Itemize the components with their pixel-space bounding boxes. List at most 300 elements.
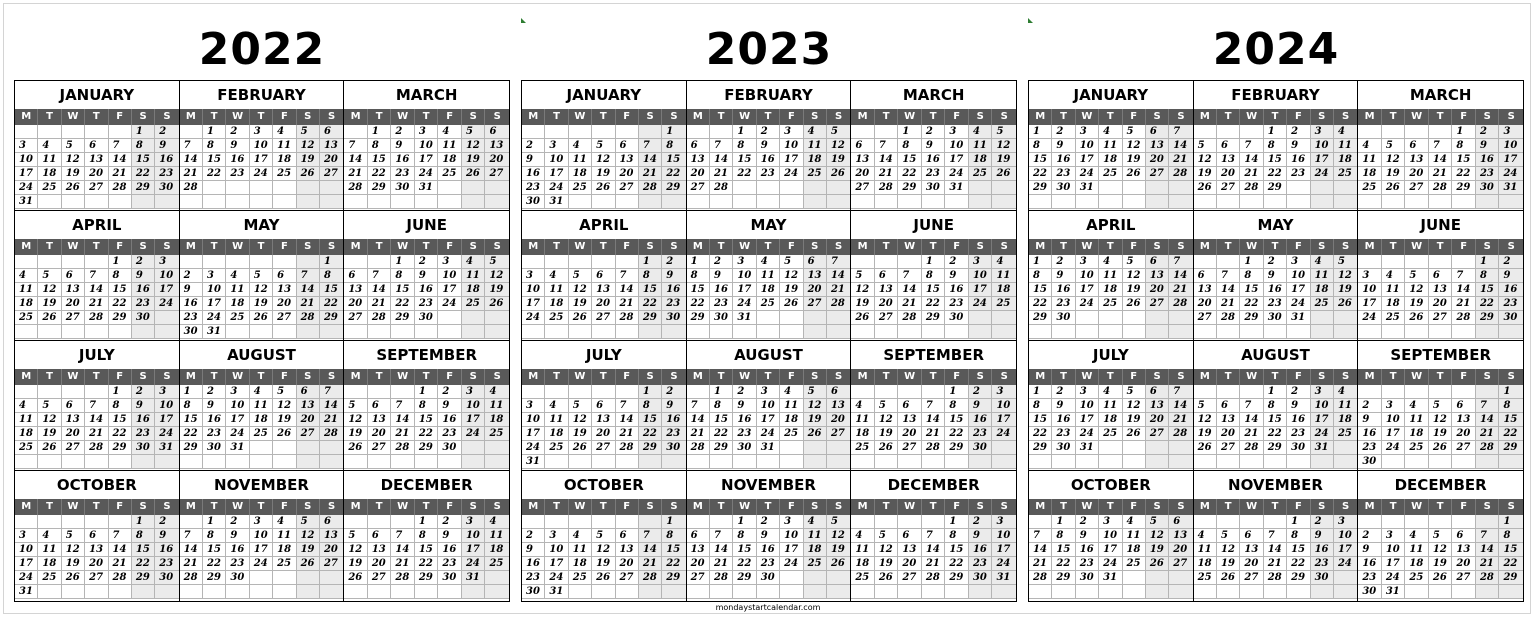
day-cell (1358, 385, 1382, 399)
day-cell (757, 181, 780, 195)
day-cell (875, 255, 899, 269)
day-cell: 7 (1476, 529, 1500, 543)
day-cell (1334, 311, 1357, 325)
day-cell: 15 (662, 153, 685, 167)
day-cell: 28 (1264, 571, 1287, 585)
day-cell: 30 (1476, 181, 1500, 195)
weekday-label: S (835, 371, 843, 382)
day-cell: 5 (1382, 139, 1406, 153)
day-cell (1264, 455, 1287, 469)
day-cell: 27 (62, 311, 85, 325)
day-cell (1099, 195, 1122, 209)
weekday-label: S (1507, 501, 1515, 512)
day-cell: 7 (710, 529, 733, 543)
day-cell: 24 (780, 557, 803, 571)
weekday-label: W (1076, 109, 1099, 125)
day-cell: 10 (992, 399, 1016, 413)
weekday-label: F (616, 499, 639, 515)
day-cell: 13 (368, 543, 392, 557)
day-cell (592, 515, 615, 529)
month-name: SEPTEMBER (1390, 346, 1491, 364)
day-cell (804, 571, 827, 585)
day-cell (1029, 325, 1052, 339)
day-cell: 13 (273, 283, 296, 297)
day-cell: 31 (733, 311, 756, 325)
day-cell: 29 (639, 441, 662, 455)
weekday-label: M (851, 499, 875, 515)
day-cell: 12 (1429, 543, 1453, 557)
day-cell: 14 (368, 283, 392, 297)
weekday-label: S (462, 499, 486, 515)
day-cell (62, 585, 85, 599)
day-cell (1194, 325, 1217, 339)
day-cell: 15 (368, 153, 392, 167)
weekday-label: T (922, 369, 946, 385)
weekday-label: S (1000, 111, 1008, 122)
day-cell: 11 (1405, 413, 1429, 427)
day-cell: 15 (1052, 543, 1075, 557)
day-cell: 13 (320, 529, 343, 543)
day-cell (297, 441, 320, 455)
day-cell: 14 (616, 283, 639, 297)
weekday-label: T (1217, 109, 1240, 125)
day-cell: 16 (733, 413, 756, 427)
day-cell: 3 (1334, 515, 1357, 529)
day-cell: 17 (545, 557, 568, 571)
weekday-label: S (132, 109, 155, 125)
day-cell: 23 (203, 427, 226, 441)
day-cell (485, 195, 509, 209)
day-cell: 19 (851, 297, 875, 311)
day-cell: 25 (273, 557, 296, 571)
weekday-label: F (780, 239, 803, 255)
day-cell: 19 (569, 297, 592, 311)
day-cell: 18 (1382, 297, 1406, 311)
day-cell (62, 385, 85, 399)
day-cell: 15 (1029, 413, 1052, 427)
day-cell: 16 (180, 297, 203, 311)
day-cell (569, 515, 592, 529)
day-cell: 4 (485, 385, 509, 399)
day-cell: 14 (710, 543, 733, 557)
day-cell: 21 (1169, 153, 1192, 167)
weekday-label: S (1146, 499, 1169, 515)
day-cell (945, 585, 969, 599)
day-cell: 20 (592, 297, 615, 311)
day-cell (1358, 515, 1382, 529)
day-cell (639, 195, 662, 209)
day-cell (62, 325, 85, 339)
day-cell (1076, 311, 1099, 325)
day-cell (62, 455, 85, 469)
day-cell: 23 (132, 297, 155, 311)
day-cell: 17 (757, 413, 780, 427)
day-cell (662, 585, 685, 599)
day-cell: 21 (109, 557, 132, 571)
weekday-label: F (438, 109, 462, 125)
day-cell: 9 (757, 529, 780, 543)
day-cell: 7 (875, 139, 899, 153)
day-cell (992, 195, 1016, 209)
month-name: OCTOBER (56, 476, 137, 494)
day-cell: 15 (922, 283, 946, 297)
day-cell: 27 (687, 181, 710, 195)
day-cell (851, 195, 875, 209)
day-cell: 13 (62, 283, 85, 297)
month-name: NOVEMBER (721, 476, 816, 494)
day-cell: 7 (1169, 385, 1192, 399)
day-cell: 2 (132, 255, 155, 269)
day-cell: 15 (1029, 283, 1052, 297)
day-cell: 30 (1052, 181, 1075, 195)
day-cell: 2 (1052, 125, 1075, 139)
day-cell (180, 515, 203, 529)
day-cell: 30 (922, 181, 946, 195)
day-cell: 11 (1334, 139, 1357, 153)
day-cell: 8 (1452, 139, 1476, 153)
day-cell: 17 (250, 543, 273, 557)
day-cell: 16 (1358, 557, 1382, 571)
day-cell: 20 (368, 557, 392, 571)
day-cell: 29 (639, 311, 662, 325)
day-cell: 16 (1076, 543, 1099, 557)
day-cell: 12 (569, 413, 592, 427)
day-cell: 24 (155, 297, 178, 311)
day-cell: 30 (1076, 571, 1099, 585)
weekday-label: T (250, 499, 273, 515)
day-cell: 4 (250, 385, 273, 399)
day-cell: 24 (780, 167, 803, 181)
weekday-label: T (1217, 369, 1240, 385)
day-cell: 25 (250, 427, 273, 441)
day-cell: 8 (687, 269, 710, 283)
day-cell: 13 (898, 543, 922, 557)
day-cell: 5 (875, 399, 899, 413)
day-cell: 30 (438, 441, 462, 455)
month-february (180, 81, 345, 211)
weekday-label: T (1099, 109, 1122, 125)
day-cell: 7 (1029, 529, 1052, 543)
day-cell: 15 (1452, 153, 1476, 167)
day-cell: 20 (1217, 427, 1240, 441)
day-cell (368, 515, 392, 529)
day-cell: 13 (592, 283, 615, 297)
weekday-label: S (804, 499, 827, 515)
day-cell: 18 (569, 557, 592, 571)
day-cell (320, 181, 343, 195)
day-cell: 20 (1405, 167, 1429, 181)
day-cell: 15 (687, 283, 710, 297)
day-cell (368, 585, 392, 599)
day-cell: 10 (545, 543, 568, 557)
day-cell (898, 325, 922, 339)
day-cell: 1 (639, 385, 662, 399)
day-cell (922, 385, 946, 399)
day-cell: 7 (639, 139, 662, 153)
day-cell: 7 (687, 399, 710, 413)
day-cell: 16 (132, 413, 155, 427)
day-cell: 3 (945, 125, 969, 139)
day-cell: 5 (875, 529, 899, 543)
day-cell (38, 195, 61, 209)
weekday-label: W (1405, 369, 1429, 385)
day-cell: 8 (391, 269, 415, 283)
day-cell: 3 (1076, 125, 1099, 139)
month-january (1029, 81, 1194, 211)
day-cell: 19 (38, 297, 61, 311)
day-cell: 15 (1287, 543, 1310, 557)
weekday-label: T (545, 239, 568, 255)
day-cell: 24 (545, 181, 568, 195)
days-grid (15, 385, 179, 469)
weekday-label: W (226, 369, 249, 385)
weekday-label: S (462, 369, 486, 385)
weekday-label: S (1311, 499, 1334, 515)
day-cell (851, 255, 875, 269)
day-cell (250, 585, 273, 599)
day-cell: 11 (273, 529, 296, 543)
day-cell: 5 (1123, 125, 1146, 139)
day-cell: 24 (1076, 297, 1099, 311)
day-cell: 20 (1217, 167, 1240, 181)
day-cell: 13 (1146, 269, 1169, 283)
day-cell (710, 195, 733, 209)
day-cell (780, 441, 803, 455)
day-cell: 21 (85, 427, 108, 441)
day-cell (1429, 385, 1453, 399)
month-name: MAY (750, 216, 787, 234)
weekday-label: S (328, 111, 336, 122)
day-cell: 6 (827, 385, 850, 399)
day-cell (1029, 195, 1052, 209)
weekday-label: S (328, 371, 336, 382)
weekday-label: M (522, 499, 545, 515)
day-cell (15, 325, 38, 339)
day-cell: 1 (1499, 385, 1523, 399)
day-cell: 15 (733, 543, 756, 557)
day-cell (687, 125, 710, 139)
day-cell: 20 (804, 283, 827, 297)
day-cell: 11 (15, 413, 38, 427)
day-cell: 23 (1358, 571, 1382, 585)
day-cell: 2 (662, 385, 685, 399)
day-cell (757, 311, 780, 325)
month-name: AUGUST (1241, 346, 1310, 364)
day-cell: 6 (1405, 139, 1429, 153)
days-grid (851, 125, 1016, 209)
day-cell: 14 (1240, 413, 1263, 427)
day-cell: 8 (109, 269, 132, 283)
day-cell: 1 (368, 125, 392, 139)
day-cell (109, 125, 132, 139)
day-cell: 30 (226, 571, 249, 585)
day-cell: 11 (757, 269, 780, 283)
day-cell: 10 (462, 529, 486, 543)
day-cell (273, 195, 296, 209)
day-cell: 9 (155, 529, 178, 543)
weekday-header (180, 369, 344, 385)
day-cell (297, 195, 320, 209)
day-cell: 15 (1476, 283, 1500, 297)
day-cell: 27 (592, 441, 615, 455)
day-cell: 12 (297, 529, 320, 543)
day-cell: 24 (1311, 167, 1334, 181)
weekday-label: M (851, 369, 875, 385)
day-cell: 22 (710, 427, 733, 441)
day-cell: 17 (522, 427, 545, 441)
day-cell: 16 (757, 153, 780, 167)
day-cell: 21 (344, 167, 368, 181)
weekday-label: W (733, 239, 756, 255)
month-name: JANUARY (1073, 86, 1149, 104)
day-cell: 29 (1452, 181, 1476, 195)
weekday-label: F (273, 499, 296, 515)
day-cell: 29 (320, 311, 343, 325)
day-cell (85, 125, 108, 139)
day-cell: 15 (391, 283, 415, 297)
day-cell: 7 (344, 139, 368, 153)
day-cell: 17 (1076, 153, 1099, 167)
day-cell (1264, 325, 1287, 339)
day-cell (662, 455, 685, 469)
day-cell: 26 (592, 181, 615, 195)
day-cell: 6 (1146, 125, 1169, 139)
day-cell: 22 (1052, 557, 1075, 571)
day-cell: 23 (1264, 297, 1287, 311)
day-cell: 25 (1123, 557, 1146, 571)
day-cell (15, 455, 38, 469)
day-cell: 8 (733, 139, 756, 153)
weekday-label: F (616, 369, 639, 385)
day-cell: 17 (992, 543, 1016, 557)
day-cell (804, 441, 827, 455)
day-cell: 1 (320, 255, 343, 269)
day-cell: 30 (969, 441, 993, 455)
weekday-label: F (1123, 369, 1146, 385)
weekday-label: M (1194, 109, 1217, 125)
day-cell (710, 515, 733, 529)
day-cell (1052, 455, 1075, 469)
weekday-label: W (733, 109, 756, 125)
day-cell: 29 (922, 311, 946, 325)
weekday-label: W (391, 499, 415, 515)
day-cell: 24 (155, 427, 178, 441)
day-cell: 10 (155, 269, 178, 283)
day-cell: 30 (203, 441, 226, 455)
day-cell: 2 (1358, 529, 1382, 543)
day-cell: 15 (203, 543, 226, 557)
day-cell: 4 (1334, 125, 1357, 139)
day-cell: 29 (132, 571, 155, 585)
day-cell: 3 (226, 385, 249, 399)
day-cell (804, 585, 827, 599)
day-cell: 20 (592, 427, 615, 441)
weekday-label: T (1264, 499, 1287, 515)
day-cell: 8 (1476, 269, 1500, 283)
day-cell: 13 (592, 413, 615, 427)
day-cell: 3 (1499, 125, 1523, 139)
month-march (1358, 81, 1523, 211)
day-cell: 10 (992, 529, 1016, 543)
day-cell: 13 (320, 139, 343, 153)
day-cell (851, 125, 875, 139)
day-cell: 13 (344, 283, 368, 297)
weekday-label: W (569, 499, 592, 515)
day-cell (687, 515, 710, 529)
day-cell (922, 585, 946, 599)
day-cell: 13 (827, 399, 850, 413)
month-may (687, 211, 852, 341)
weekday-label: S (1000, 241, 1008, 252)
day-cell: 11 (438, 139, 462, 153)
day-cell: 19 (1405, 297, 1429, 311)
weekday-label: M (1029, 109, 1052, 125)
day-cell: 9 (969, 399, 993, 413)
month-name: AUGUST (734, 346, 803, 364)
month-name: MAY (243, 216, 280, 234)
day-cell: 26 (1217, 571, 1240, 585)
day-cell (320, 455, 343, 469)
day-cell: 9 (945, 269, 969, 283)
day-cell (1452, 195, 1476, 209)
day-cell: 12 (485, 269, 509, 283)
day-cell: 1 (945, 515, 969, 529)
weekday-label: T (710, 109, 733, 125)
day-cell: 17 (969, 283, 993, 297)
day-cell: 3 (203, 269, 226, 283)
day-cell: 6 (368, 399, 392, 413)
day-cell: 23 (1076, 557, 1099, 571)
day-cell (569, 255, 592, 269)
day-cell (1123, 195, 1146, 209)
day-cell: 21 (180, 167, 203, 181)
weekday-label: S (132, 369, 155, 385)
day-cell: 24 (1099, 557, 1122, 571)
day-cell (922, 515, 946, 529)
day-cell: 27 (1146, 167, 1169, 181)
day-cell (592, 125, 615, 139)
day-cell: 23 (1499, 297, 1523, 311)
day-cell: 12 (827, 139, 850, 153)
day-cell (1146, 325, 1169, 339)
month-august (687, 341, 852, 471)
day-cell: 11 (969, 139, 993, 153)
weekday-label: S (1000, 501, 1008, 512)
day-cell: 31 (757, 441, 780, 455)
days-grid (1194, 255, 1358, 339)
weekday-label: W (1076, 369, 1099, 385)
day-cell: 22 (368, 167, 392, 181)
month-name: DECEMBER (887, 476, 980, 494)
day-cell: 27 (616, 181, 639, 195)
day-cell (992, 585, 1016, 599)
day-cell: 5 (851, 269, 875, 283)
day-cell: 1 (733, 125, 756, 139)
day-cell: 9 (733, 399, 756, 413)
day-cell: 11 (545, 413, 568, 427)
weekday-label: T (592, 109, 615, 125)
day-cell: 1 (898, 125, 922, 139)
day-cell: 12 (62, 543, 85, 557)
day-cell: 14 (391, 543, 415, 557)
day-cell: 27 (804, 297, 827, 311)
day-cell: 23 (1311, 557, 1334, 571)
day-cell: 16 (1052, 153, 1075, 167)
day-cell: 17 (733, 283, 756, 297)
day-cell: 26 (804, 427, 827, 441)
day-cell: 30 (1499, 311, 1523, 325)
day-cell (1429, 455, 1453, 469)
